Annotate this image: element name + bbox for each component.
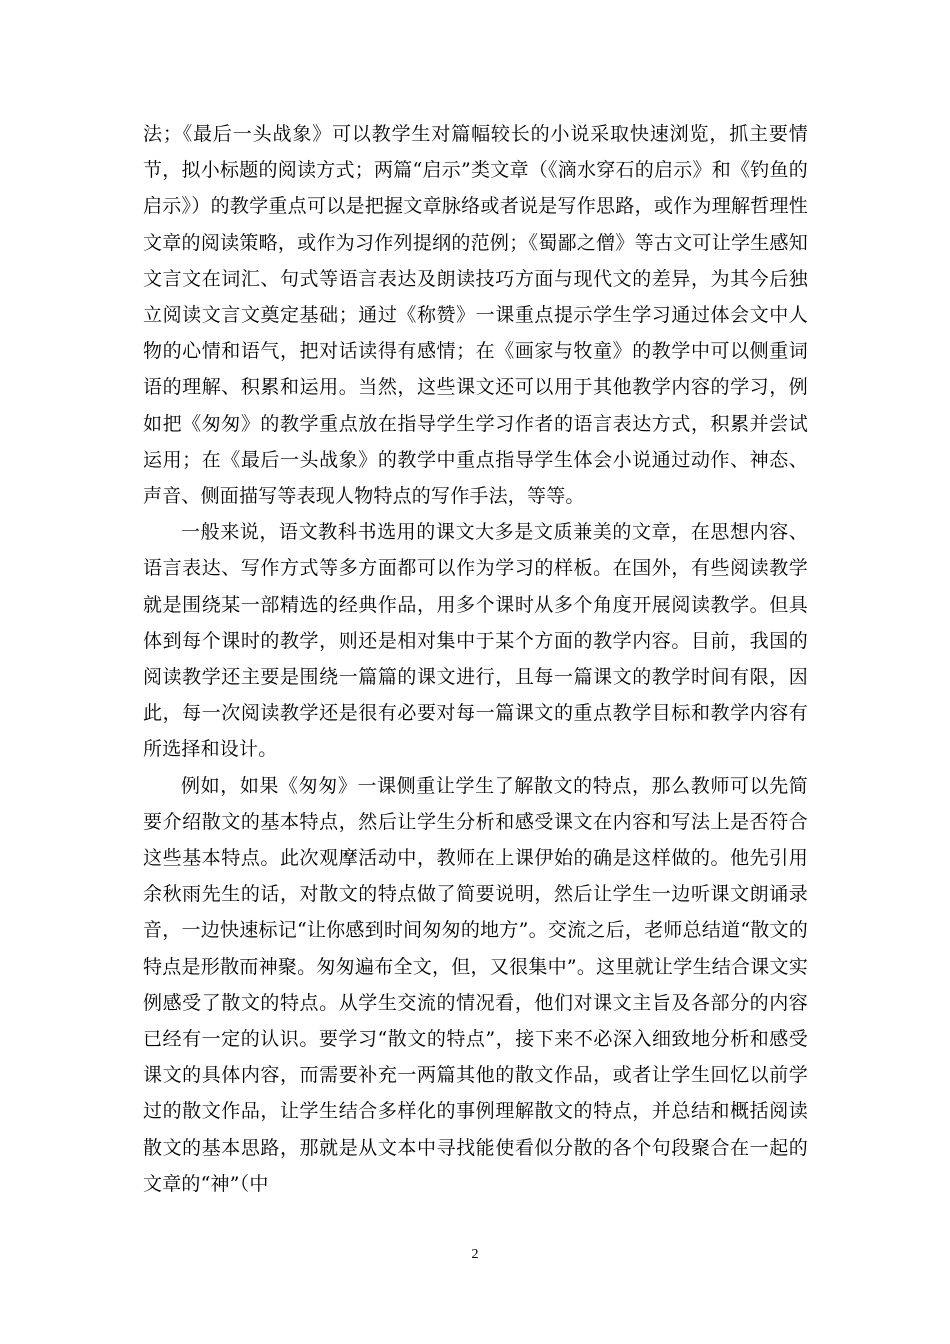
page-number: 2 [471,1247,479,1262]
paragraph-3: 例如，如果《匆匆》一课侧重让学生了解散文的特点，那么教师可以先简要介绍散文的基本特点，然后让学生分析和感受课文在内容和写法上是否符合这些基本特点。此次观摩活动中，教师在上课伊始的确是这样做的。他先引用余秋雨先生的话，对散文的特点做了简要说明，然后让学生一边听课文朗诵录音，一边快速标记“让你感到时间匆匆的地方”。交流之后，老师总结道“散文的特点是形散而神聚。匆匆遍布全文，但，又很集中”。这里就让学生结合课文实例感受了散文的特点。从学生交流的情况看，他们对课文主旨及各部分的内容已经有一定的认识。要学习“散文的特点”，接下来不必深入细致地分析和感受课文的具体内容，而需要补充一两篇其他的散文作品，或者让学生回忆以前学过的散文作品，让学生结合多样化的事例理解散文的特点，并总结和概括阅读散文的基本思路，那就是从文本中寻找能使看似分散的各个句段聚合在一起的文章的“神”（中 [143,774,808,1195]
paragraph-1: 法；《最后一头战象》可以教学生对篇幅较长的小说采取快速浏览，抓主要情节，拟小标题的阅读方式；两篇“启示”类文章（《滴水穿石的启示》和《钓鱼的启示》）的教学重点可以是把握文章脉络或者说是写作思路，或作为理解哲理性文章的阅读策略，或作为习作列提纲的范例；《蜀鄙之僧》等古文可让学生感知文言文在词汇、句式等语言表达及朗读技巧方面与现代文的差异，为其今后独立阅读文言文奠定基础；通过《称赞》一课重点提示学生学习通过体会文中人物的心情和语气，把对话读得有感情；在《画家与牧童》的教学中可以侧重词语的理解、积累和运用。当然，这些课文还可以用于其他教学内容的学习，例如把《匆匆》的教学重点放在指导学生学习作者的语言表达方式，积累并尝试运用；在《最后一头战象》的教学中重点指导学生体会小说通过动作、神态、声音、侧面描写等表现人物特点的写作手法，等等。 [143,123,808,508]
document-body [143,116,808,1202]
paragraph-2: 一般来说，语文教科书选用的课文大多是文质兼美的文章，在思想内容、语言表达、写作方式等多方面都可以作为学习的样板。在国外，有些阅读教学就是围绕某一部精选的经典作品，用多个课时从多个角度开展阅读教学。但具体到每个课时的教学，则还是相对集中于某个方面的教学内容。目前，我国的阅读教学还主要是围绕一篇篇的课文进行，且每一篇课文的教学时间有限，因此，每一次阅读教学还是很有必要对每一篇课文的重点教学目标和教学内容有所选择和设计。 [143,521,808,761]
